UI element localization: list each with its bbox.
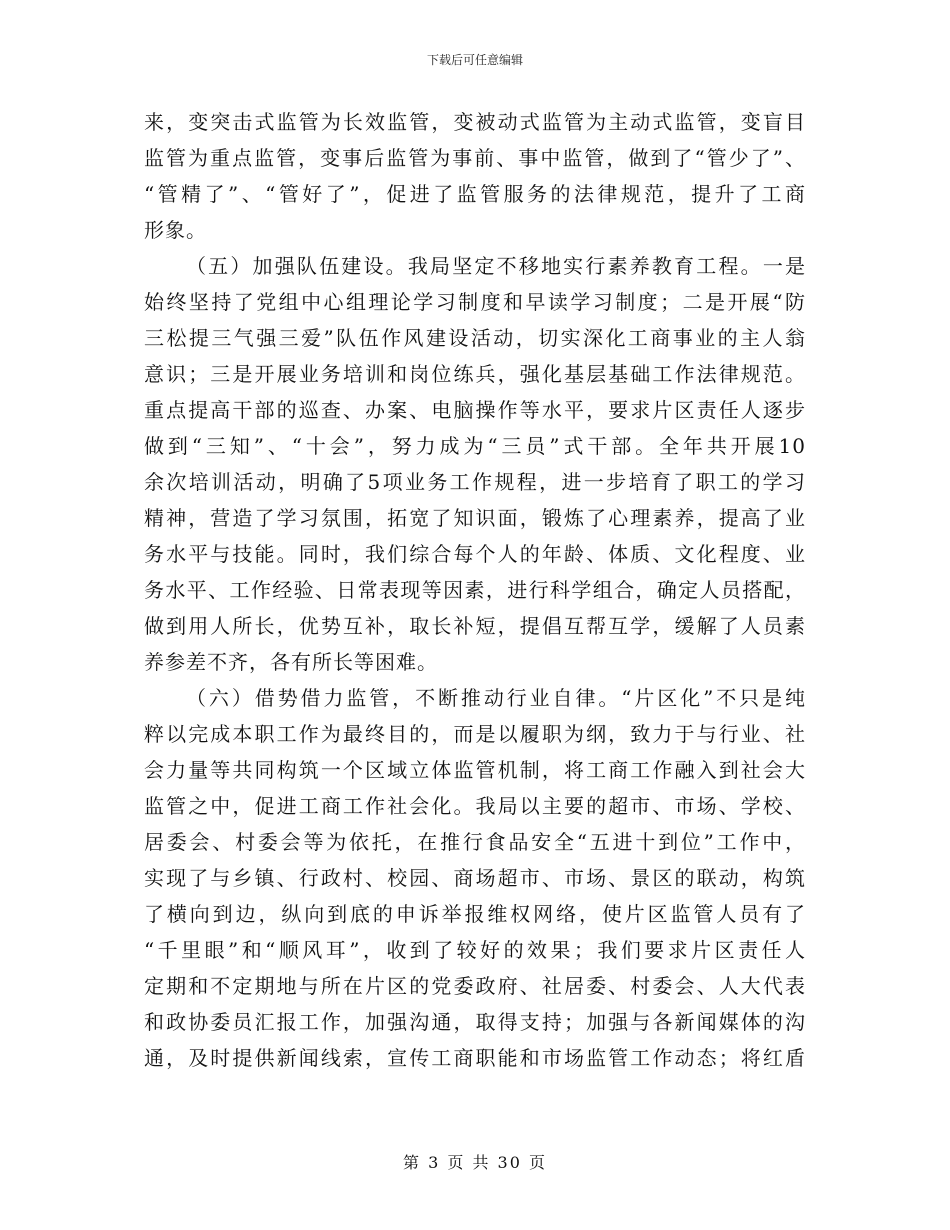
text-line: 形象。: [144, 218, 207, 242]
text-line: 实现了与乡镇、行政村、校园、商场超市、市场、景区的联动，构筑: [144, 866, 806, 890]
text-line: 粹以完成本职工作为最终目的，而是以履职为纲，致力于与行业、社: [144, 722, 806, 746]
text-line: 意识；三是开展业务培训和岗位练兵，强化基层基础工作法律规范。: [144, 362, 806, 386]
text-line: 三松提三气强三爱”队伍作风建设活动，切实深化工商事业的主人翁: [144, 326, 806, 350]
text-line: 居委会、村委会等为依托，在推行食品安全“五进十到位”工作中，: [144, 830, 806, 854]
text-line: 通，及时提供新闻线索，宣传工商职能和市场监管工作动态；将红盾: [144, 1046, 806, 1070]
text-line: 养参差不齐，各有所长等困难。: [144, 650, 438, 674]
text-line: 始终坚持了党组中心组理论学习制度和早读学习制度；二是开展“防: [144, 290, 806, 314]
text-line: 做到用人所长，优势互补，取长补短，提倡互帮互学，缓解了人员素: [144, 614, 806, 638]
text-line: 精神，营造了学习氛围，拓宽了知识面，锻炼了心理素养，提高了业: [144, 506, 806, 530]
text-line: 余次培训活动，明确了5项业务工作规程，进一步培育了职工的学习: [144, 470, 806, 494]
text-line: 定期和不定期地与所在片区的党委政府、社居委、村委会、人大代表: [144, 974, 806, 998]
document-body: [144, 104, 806, 1076]
section-heading-line: （六）借势借力监管，不断推动行业自律。“片区化”不只是纯: [186, 686, 806, 710]
page-header: 下载后可任意编辑: [426, 53, 523, 67]
text-line: 和政协委员汇报工作，加强沟通，取得支持；加强与各新闻媒体的沟: [144, 1010, 806, 1034]
page-number-footer: 第 3 页 共 30 页: [403, 1153, 547, 1172]
text-line: “管精了”、“管好了”，促进了监管服务的法律规范，提升了工商: [144, 182, 806, 206]
text-line: 来，变突击式监管为长效监管，变被动式监管为主动式监管，变盲目: [144, 110, 806, 134]
text-line: 了横向到边，纵向到底的申诉举报维权网络，使片区监管人员有了: [144, 902, 806, 926]
text-line: 做到“三知”、“十会”，努力成为“三员”式干部。全年共开展10: [144, 434, 806, 458]
text-line: 重点提高干部的巡查、办案、电脑操作等水平，要求片区责任人逐步: [144, 398, 806, 422]
text-line: “千里眼”和“顺风耳”，收到了较好的效果；我们要求片区责任人: [144, 938, 806, 962]
text-line: 务水平、工作经验、日常表现等因素，进行科学组合，确定人员搭配，: [144, 578, 806, 602]
section-heading-line: （五）加强队伍建设。我局坚定不移地实行素养教育工程。一是: [186, 254, 806, 278]
text-line: 监管为重点监管，变事后监管为事前、事中监管，做到了“管少了”、: [144, 146, 806, 170]
text-line: 会力量等共同构筑一个区域立体监管机制，将工商工作融入到社会大: [144, 758, 806, 782]
text-line: 监管之中，促进工商工作社会化。我局以主要的超市、市场、学校、: [144, 794, 806, 818]
text-line: 务水平与技能。同时，我们综合每个人的年龄、体质、文化程度、业: [144, 542, 806, 566]
